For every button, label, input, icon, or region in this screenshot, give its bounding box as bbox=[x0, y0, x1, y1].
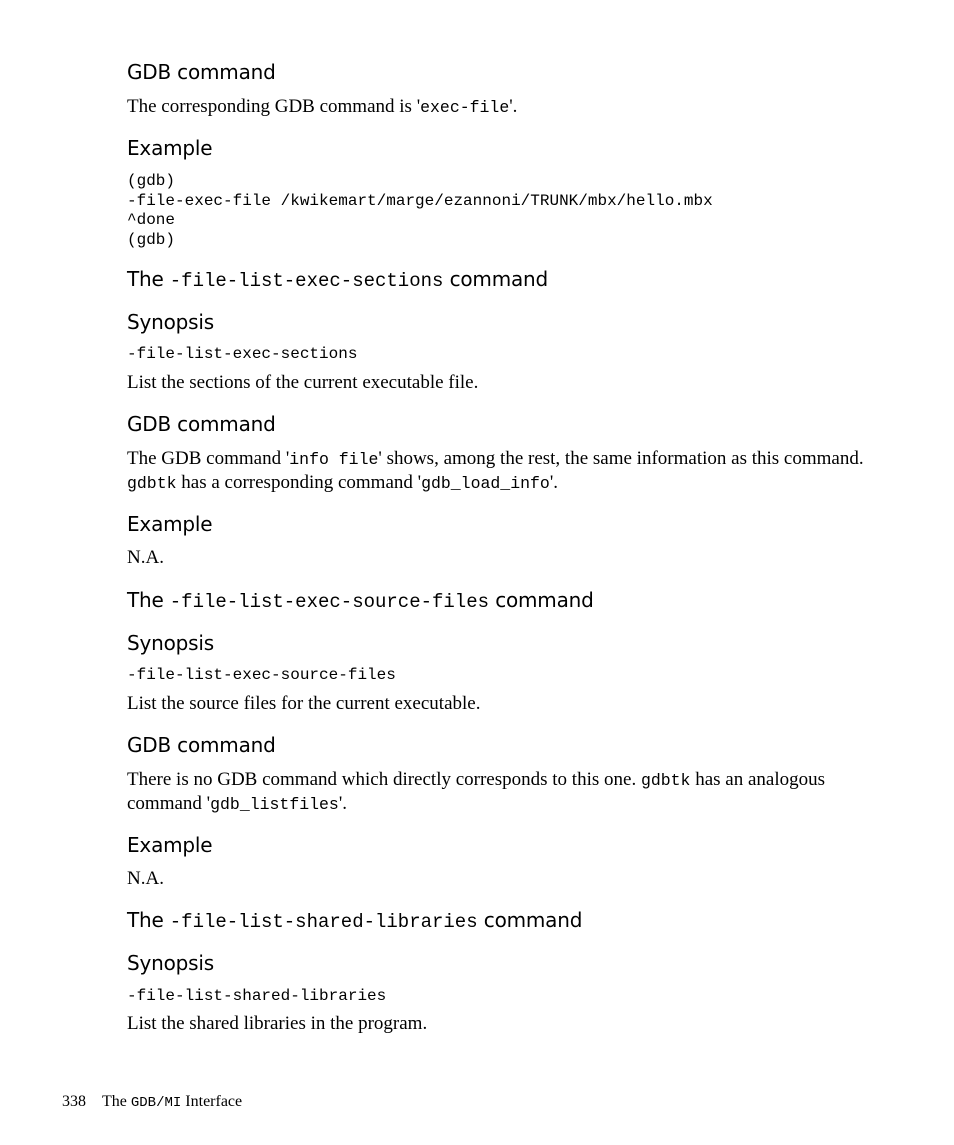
section-heading-synopsis: Synopsis bbox=[127, 951, 214, 975]
paragraph: N.A. bbox=[127, 547, 164, 568]
section-heading-synopsis: Synopsis bbox=[127, 310, 214, 334]
paragraph: There is no GDB command which directly corresponds to this one. gdbtk has an analogous command 'gdb_listfiles'. bbox=[127, 769, 826, 814]
inline-code: gdbtk bbox=[640, 771, 691, 790]
synopsis-code: -file-list-exec-sections bbox=[127, 345, 358, 363]
paragraph: List the source files for the current executable. bbox=[127, 693, 481, 714]
section-heading-example: Example bbox=[127, 833, 213, 857]
command-title: The -file-list-exec-source-files command bbox=[127, 588, 594, 613]
section-heading-synopsis: Synopsis bbox=[127, 631, 214, 655]
page-footer: 338 The GDB/MI Interface bbox=[62, 1093, 243, 1111]
synopsis-code: -file-list-shared-libraries bbox=[127, 987, 387, 1005]
code-block: (gdb) -file-exec-file /kwikemart/marge/ezannoni/TRUNK/mbx/hello.mbx ^done (gdb) bbox=[127, 172, 713, 249]
inline-code: GDB/MI bbox=[130, 1095, 182, 1111]
inline-code: gdbtk bbox=[127, 474, 177, 493]
inline-code: gdb_load_info bbox=[421, 474, 550, 493]
paragraph: The GDB command 'info file' shows, among the rest, the same information as this command. gdbtk has a corresponding command 'gdb_load_info'. bbox=[127, 448, 864, 493]
section-heading-example: Example bbox=[127, 136, 213, 160]
inline-code: info file bbox=[289, 450, 379, 469]
section-heading-gdb-command: GDB command bbox=[127, 60, 276, 84]
command-name: -file-list-shared-libraries bbox=[169, 911, 478, 933]
section-heading-example: Example bbox=[127, 512, 213, 536]
page-number: 338 bbox=[62, 1093, 86, 1110]
command-name: -file-list-exec-sections bbox=[169, 270, 444, 292]
command-name: -file-list-exec-source-files bbox=[169, 591, 490, 613]
section-heading-gdb-command: GDB command bbox=[127, 412, 276, 436]
paragraph: N.A. bbox=[127, 868, 164, 889]
paragraph: List the sections of the current executable file. bbox=[127, 372, 479, 393]
synopsis-code: -file-list-exec-source-files bbox=[127, 666, 396, 684]
paragraph: List the shared libraries in the program. bbox=[127, 1013, 428, 1034]
section-heading-gdb-command: GDB command bbox=[127, 733, 276, 757]
inline-code: gdb_listfiles bbox=[210, 795, 339, 814]
inline-code: exec-file bbox=[420, 98, 510, 117]
command-title: The -file-list-exec-sections command bbox=[127, 267, 549, 292]
command-title: The -file-list-shared-libraries command bbox=[127, 908, 583, 933]
paragraph: The corresponding GDB command is 'exec-file'. bbox=[127, 96, 518, 117]
